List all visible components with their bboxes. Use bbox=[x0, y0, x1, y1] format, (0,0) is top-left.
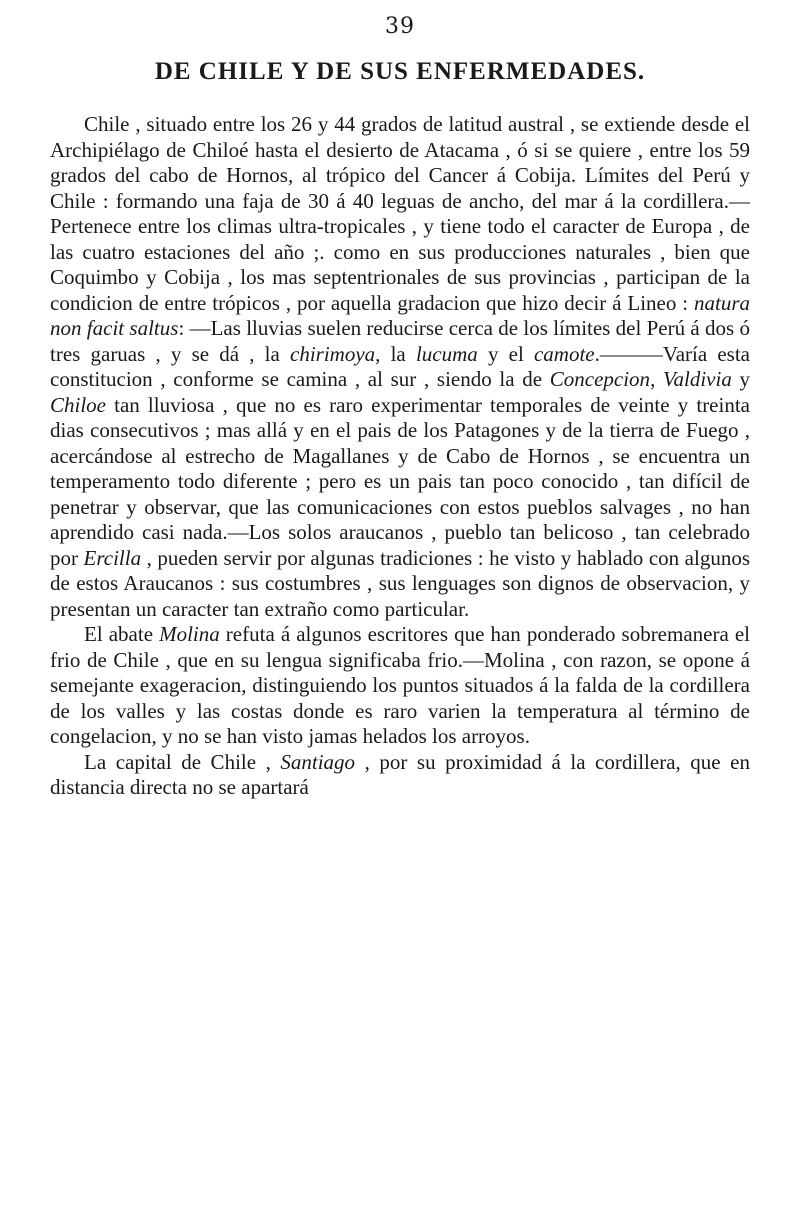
italic-term: Santiago bbox=[280, 749, 356, 774]
text-run: .———Varía esta constitucion , conforme se camina , al sur , siendo la de bbox=[50, 341, 750, 391]
text-run: , la bbox=[375, 341, 416, 366]
text-run: , bbox=[650, 367, 663, 391]
italic-term: natura non facit saltus bbox=[50, 290, 750, 340]
paragraph bbox=[50, 622, 750, 750]
chapter-heading: DE CHILE Y DE SUS ENFERMEDADES. bbox=[154, 58, 646, 85]
paragraph bbox=[50, 750, 750, 801]
paragraph bbox=[50, 112, 750, 622]
text-run: refuta á algunos escritores que han ponderado sobremanera el frio de Chile , que en su lengua significaba frio.—Molina , con razon, se opone á semejante exageracion, distinguiendo los puntos situados á la falda de la cordillera de los valles y las costas donde es raro varien la temperatura al término de congelacion, y no se han visto jamas helados los arroyos. bbox=[50, 622, 751, 748]
text-run: , pueden servir por algunas tradiciones : he visto y hablado con algunos de estos Araucanos : sus costumbres , sus lenguages son dignos de observacion, y presentan un caracter tan extraño como particular. bbox=[50, 545, 750, 621]
text-run: Chile , situado entre los 26 y 44 grados de latitud austral , se extiende desde el Archipiélago de Chiloé hasta el desierto de Atacama , ó si se quiere , entre los 59 grados del cabo de Hornos, al trópico del Cancer á Cobija. Límites del Perú y Chile : formando una faja de 30 á 40 leguas de ancho, del mar á la cordillera.—Pertenece entre los climas ultra-tropicales , y tiene todo el caracter de Europa , de las cuatro estaciones del año ;. como en sus producciones naturales , bien que Coquimbo y Cobija , los mas septentrionales de sus provincias , participan de la condicion de entre trópicos , por aquella gradacion que hizo decir á Lineo : bbox=[50, 112, 750, 315]
italic-term: chirimoya bbox=[290, 341, 376, 366]
italic-term: Valdivia bbox=[663, 367, 732, 391]
text-run: tan lluviosa , que no es raro experimentar temporales de veinte y treinta dias consecutivos ; mas allá y en el pais de los Patagones y de la tierra de Fuego , acercándose al estrecho de Magallanes y de Cabo de Hornos , se encuentra un temperamento todo diferente ; pero es un pais tan poco conocido , tan difícil de penetrar y observar, que las comunicaciones con estos pueblos salvages , no han aprendido casi nada.—Los solos araucanos , pueblo tan belicoso , tan celebrado por bbox=[50, 392, 750, 570]
italic-term: Molina bbox=[159, 622, 220, 646]
text-run: : —Las lluvias suelen reducirse cerca de los límites del Perú á dos ó tres garuas , y se dá , la bbox=[50, 316, 750, 366]
text-run: y el bbox=[477, 341, 534, 366]
italic-term: lucuma bbox=[415, 341, 478, 366]
italic-term: camote bbox=[533, 341, 595, 366]
text-run: La capital de Chile , bbox=[84, 749, 281, 774]
body-text bbox=[50, 112, 750, 801]
page-number: 39 bbox=[385, 14, 415, 39]
text-run: El abate bbox=[84, 622, 160, 646]
text-run: y bbox=[731, 367, 751, 391]
italic-term: Chiloe bbox=[50, 392, 106, 417]
text-run: , por su proximidad á la cordillera, que en distancia directa no se apartará bbox=[50, 749, 750, 799]
italic-term: Ercilla bbox=[83, 545, 142, 570]
italic-term: Concepcion bbox=[549, 367, 651, 391]
